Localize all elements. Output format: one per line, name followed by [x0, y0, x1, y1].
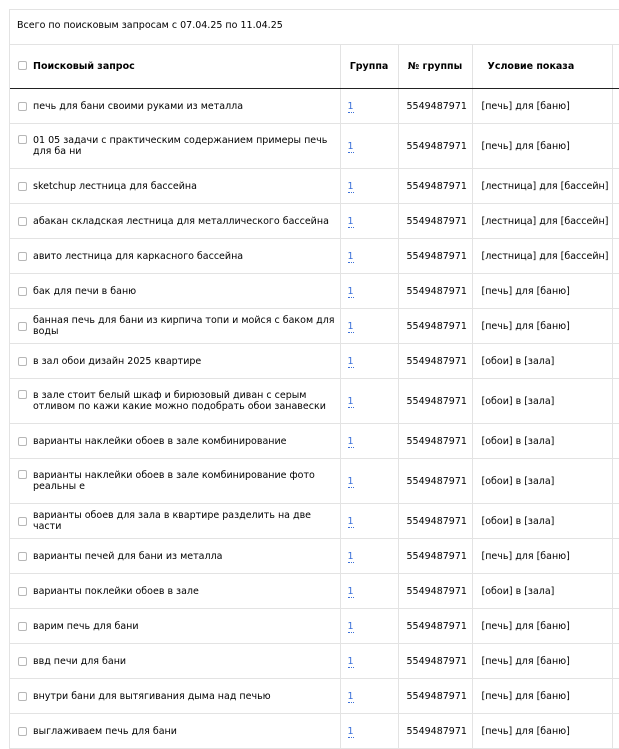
- row-checkbox[interactable]: [18, 322, 27, 331]
- group-cell: [340, 204, 398, 239]
- group-cell: [340, 169, 398, 204]
- group-number-cell: 5549487971: [398, 714, 472, 749]
- query-cell: [10, 574, 340, 609]
- group-cell: [340, 379, 398, 424]
- row-checkbox[interactable]: [18, 517, 27, 526]
- group-link[interactable]: 1: [347, 620, 354, 632]
- query-cell: [10, 424, 340, 459]
- condition-cell: [печь] для [баню]: [472, 124, 612, 169]
- query-text: ввд печи для бани: [33, 655, 127, 667]
- query-text: варианты наклейки обоев в зале комбинирование фото реальны е: [33, 470, 315, 492]
- extra-cell: [612, 574, 619, 609]
- table-row: [10, 504, 619, 539]
- query-text: варианты обоев для зала в квартире разделить на две части: [33, 510, 312, 532]
- row-checkbox[interactable]: [18, 252, 27, 261]
- column-header-extra: [612, 44, 619, 89]
- extra-cell: [612, 124, 619, 169]
- query-cell: [10, 714, 340, 749]
- query-text: внутри бани для вытягивания дыма над печью: [33, 690, 271, 702]
- group-cell: [340, 274, 398, 309]
- group-cell: [340, 424, 398, 459]
- group-link[interactable]: 1: [347, 215, 354, 227]
- group-number-cell: 5549487971: [398, 274, 472, 309]
- extra-cell: [612, 679, 619, 714]
- extra-cell: [612, 239, 619, 274]
- extra-cell: [612, 504, 619, 539]
- group-cell: [340, 89, 398, 124]
- extra-cell: [612, 274, 619, 309]
- condition-cell: [обои] в [зала]: [472, 379, 612, 424]
- group-cell: [340, 124, 398, 169]
- group-link[interactable]: 1: [347, 475, 354, 487]
- group-number-cell: 5549487971: [398, 89, 472, 124]
- query-cell: [10, 644, 340, 679]
- query-text: банная печь для бани из кирпича топи и мойся с баком для воды: [33, 315, 335, 337]
- group-cell: [340, 714, 398, 749]
- query-cell: [10, 609, 340, 644]
- group-link[interactable]: 1: [347, 395, 354, 407]
- row-checkbox[interactable]: [18, 182, 27, 191]
- query-text: варианты печей для бани из металла: [33, 550, 223, 562]
- group-cell: [340, 539, 398, 574]
- query-cell: [10, 89, 340, 124]
- extra-cell: [612, 539, 619, 574]
- group-cell: [340, 459, 398, 504]
- group-number-cell: 5549487971: [398, 124, 472, 169]
- extra-cell: [612, 459, 619, 504]
- condition-cell: [лестница] для [бассейн]: [472, 239, 612, 274]
- column-header-condition[interactable]: Условие показа: [472, 44, 612, 89]
- query-cell: [10, 274, 340, 309]
- row-checkbox[interactable]: [18, 657, 27, 666]
- condition-cell: [печь] для [баню]: [472, 714, 612, 749]
- group-cell: [340, 574, 398, 609]
- extra-cell: [612, 644, 619, 679]
- group-number-cell: 5549487971: [398, 239, 472, 274]
- row-checkbox[interactable]: [18, 622, 27, 631]
- query-cell: [10, 504, 340, 539]
- condition-cell: [печь] для [баню]: [472, 679, 612, 714]
- query-text: варианты наклейки обоев в зале комбинирование: [33, 435, 287, 447]
- group-number-cell: 5549487971: [398, 379, 472, 424]
- condition-cell: [печь] для [баню]: [472, 644, 612, 679]
- condition-cell: [лестница] для [бассейн]: [472, 204, 612, 239]
- summary-text: Всего по поисковым запросам с 07.04.25 по 11.04.25: [17, 20, 283, 31]
- table-row: [10, 274, 619, 309]
- extra-cell: [612, 169, 619, 204]
- condition-cell: [печь] для [баню]: [472, 309, 612, 344]
- group-link[interactable]: 1: [347, 100, 354, 112]
- row-checkbox[interactable]: [18, 102, 27, 111]
- table-row: [10, 679, 619, 714]
- query-cell: [10, 239, 340, 274]
- queries-table: [10, 44, 619, 749]
- group-cell: [340, 239, 398, 274]
- group-link[interactable]: 1: [347, 140, 354, 152]
- query-cell: [10, 309, 340, 344]
- condition-cell: [обои] в [зала]: [472, 459, 612, 504]
- group-number-cell: 5549487971: [398, 644, 472, 679]
- condition-cell: [обои] в [зала]: [472, 344, 612, 379]
- query-text: 01 05 задачи с практическим содержанием примеры печь для ба ни: [33, 135, 328, 157]
- group-link[interactable]: 1: [347, 250, 354, 262]
- group-link[interactable]: 1: [347, 725, 354, 737]
- table-row: [10, 309, 619, 344]
- query-text: бак для печи в баню: [33, 285, 137, 297]
- extra-cell: [612, 379, 619, 424]
- query-cell: [10, 169, 340, 204]
- condition-cell: [обои] в [зала]: [472, 574, 612, 609]
- condition-cell: [печь] для [баню]: [472, 89, 612, 124]
- row-checkbox[interactable]: [18, 217, 27, 226]
- group-cell: [340, 609, 398, 644]
- column-header-query: [10, 44, 340, 89]
- group-link[interactable]: 1: [347, 180, 354, 192]
- table-row: [10, 124, 619, 169]
- group-cell: [340, 309, 398, 344]
- row-checkbox[interactable]: [18, 135, 27, 144]
- condition-cell: [лестница] для [бассейн]: [472, 169, 612, 204]
- query-text: sketchup лестница для бассейна: [33, 180, 197, 192]
- group-link[interactable]: 1: [347, 585, 354, 597]
- extra-cell: [612, 204, 619, 239]
- column-header-query-label: Поисковый запрос: [33, 60, 135, 72]
- query-cell: [10, 344, 340, 379]
- group-link[interactable]: 1: [347, 690, 354, 702]
- row-checkbox[interactable]: [18, 587, 27, 596]
- table-row: [10, 344, 619, 379]
- condition-cell: [печь] для [баню]: [472, 539, 612, 574]
- query-cell: [10, 459, 340, 504]
- query-text: абакан складская лестница для металлического бассейна: [33, 215, 329, 227]
- group-link[interactable]: 1: [347, 285, 354, 297]
- condition-cell: [печь] для [баню]: [472, 274, 612, 309]
- query-cell: [10, 539, 340, 574]
- group-cell: [340, 644, 398, 679]
- table-row: [10, 239, 619, 274]
- group-number-cell: 5549487971: [398, 459, 472, 504]
- table-row: [10, 204, 619, 239]
- group-link[interactable]: 1: [347, 515, 354, 527]
- row-checkbox[interactable]: [18, 470, 27, 479]
- group-number-cell: 5549487971: [398, 609, 472, 644]
- group-link[interactable]: 1: [347, 655, 354, 667]
- extra-cell: [612, 424, 619, 459]
- extra-cell: [612, 89, 619, 124]
- select-all-checkbox[interactable]: [18, 61, 27, 70]
- group-link[interactable]: 1: [347, 320, 354, 332]
- query-cell: [10, 204, 340, 239]
- table-row: [10, 644, 619, 679]
- row-checkbox[interactable]: [18, 437, 27, 446]
- condition-cell: [обои] в [зала]: [472, 424, 612, 459]
- report-summary: [10, 10, 619, 45]
- row-checkbox[interactable]: [18, 552, 27, 561]
- table-row: [10, 714, 619, 749]
- condition-cell: [печь] для [баню]: [472, 609, 612, 644]
- group-cell: [340, 679, 398, 714]
- query-text: авито лестница для каркасного бассейна: [33, 250, 244, 262]
- group-number-cell: 5549487971: [398, 574, 472, 609]
- row-checkbox[interactable]: [18, 692, 27, 701]
- group-link[interactable]: 1: [347, 355, 354, 367]
- query-cell: [10, 679, 340, 714]
- extra-cell: [612, 344, 619, 379]
- group-number-cell: 5549487971: [398, 169, 472, 204]
- extra-cell: [612, 609, 619, 644]
- table-row: [10, 379, 619, 424]
- group-number-cell: 5549487971: [398, 309, 472, 344]
- table-row: [10, 89, 619, 124]
- group-number-cell: 5549487971: [398, 679, 472, 714]
- row-checkbox[interactable]: [18, 357, 27, 366]
- query-text: в зал обои дизайн 2025 квартире: [33, 355, 202, 367]
- query-text: варим печь для бани: [33, 620, 139, 632]
- row-checkbox[interactable]: [18, 727, 27, 736]
- query-text: печь для бани своими руками из металла: [33, 100, 244, 112]
- group-number-cell: 5549487971: [398, 204, 472, 239]
- table-row: [10, 539, 619, 574]
- query-text: варианты поклейки обоев в зале: [33, 585, 199, 597]
- table-header-row: [10, 44, 619, 89]
- table-row: [10, 574, 619, 609]
- query-text: в зале стоит белый шкаф и бирюзовый диван с серым отливом по кажи какие можно подобрать обои занавески: [33, 390, 326, 412]
- query-cell: [10, 379, 340, 424]
- group-link[interactable]: 1: [347, 550, 354, 562]
- group-link[interactable]: 1: [347, 435, 354, 447]
- condition-cell: [обои] в [зала]: [472, 504, 612, 539]
- table-row: [10, 169, 619, 204]
- group-number-cell: 5549487971: [398, 344, 472, 379]
- table-row: [10, 424, 619, 459]
- extra-cell: [612, 714, 619, 749]
- extra-cell: [612, 309, 619, 344]
- column-header-group-no[interactable]: № группы: [398, 44, 472, 89]
- group-cell: [340, 504, 398, 539]
- table-row: [10, 459, 619, 504]
- column-header-group[interactable]: Группа: [340, 44, 398, 89]
- row-checkbox[interactable]: [18, 390, 27, 399]
- group-number-cell: 5549487971: [398, 504, 472, 539]
- search-queries-report: [9, 9, 619, 749]
- query-text: выглаживаем печь для бани: [33, 725, 177, 737]
- row-checkbox[interactable]: [18, 287, 27, 296]
- group-cell: [340, 344, 398, 379]
- table-row: [10, 609, 619, 644]
- group-number-cell: 5549487971: [398, 424, 472, 459]
- group-number-cell: 5549487971: [398, 539, 472, 574]
- query-cell: [10, 124, 340, 169]
